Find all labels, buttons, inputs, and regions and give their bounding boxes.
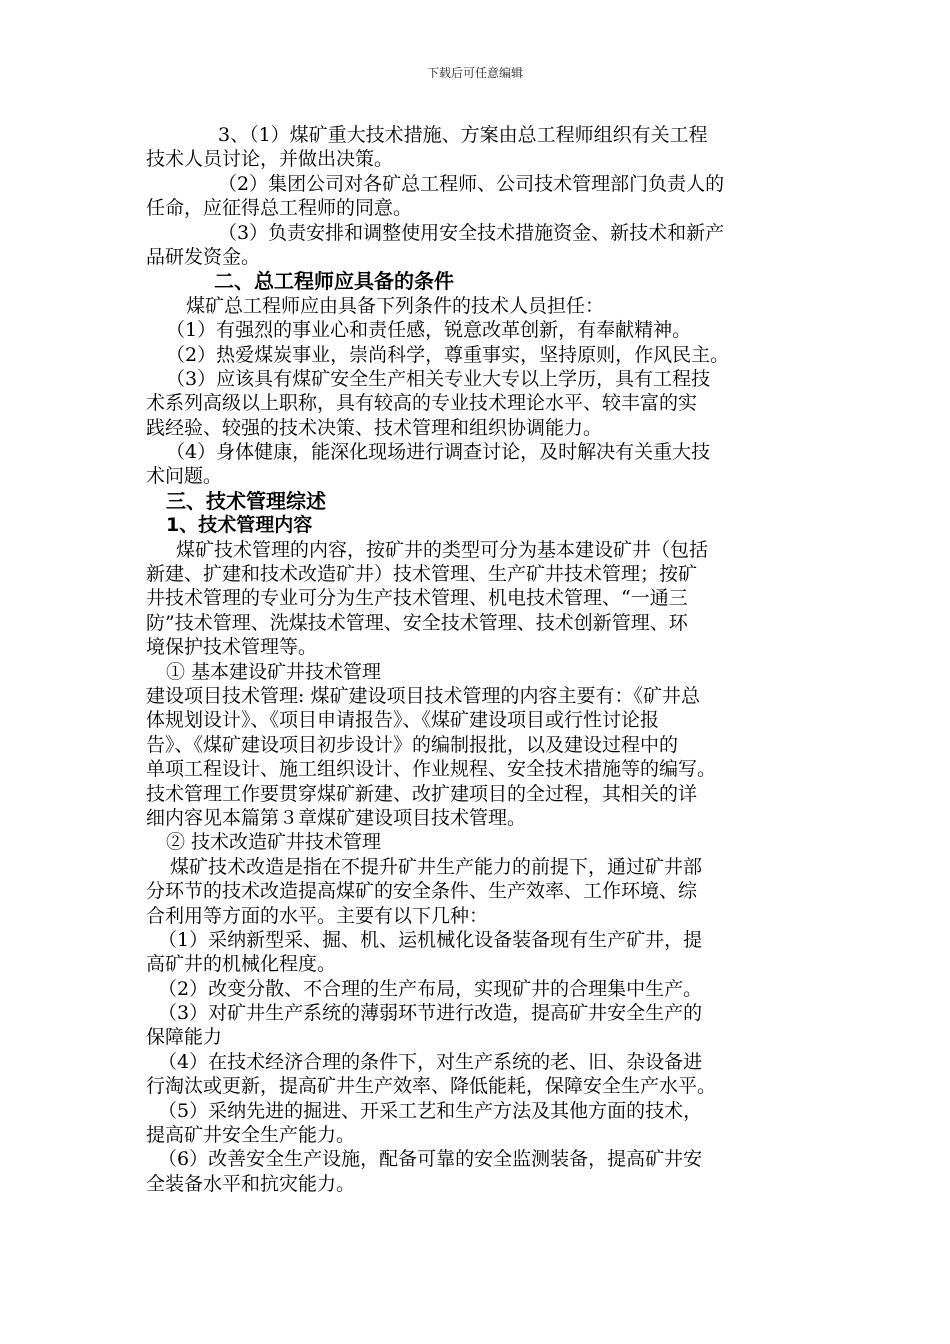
text-line: （6）改善安全生产设施，配备可靠的安全监测装备，提高矿井安: [158, 1148, 703, 1171]
text-line: （3）负责安排和调整使用安全技术措施资金、新技术和新产: [218, 221, 725, 244]
text-line: 技术管理工作要贯穿煤矿新建、改扩建项目的全过程，其相关的详: [146, 782, 698, 805]
text-line: 煤矿技术管理的内容，按矿井的类型可分为基本建设矿井（包括: [176, 538, 709, 561]
text-line: ① 基本建设矿井技术管理: [166, 660, 382, 683]
text-line: （4）身体健康，能深化现场进行调查讨论，及时解决有关重大技: [166, 441, 711, 464]
text-line: 3、（1）煤矿重大技术措施、方案由总工程师组织有关工程: [218, 124, 708, 146]
text-line: （2）集团公司对各矿总工程师、公司技术管理部门负责人的: [218, 172, 725, 195]
text-line: 井技术管理的专业可分为生产技术管理、机电技术管理、“一通三: [146, 587, 688, 610]
text-line: 境保护技术管理等。: [146, 636, 318, 659]
text-line: 全装备水平和抗灾能力。: [146, 1172, 356, 1195]
text-line: 术系列高级以上职称，具有较高的专业技术理论水平、较丰富的实: [146, 392, 698, 415]
text-line: 保障能力: [146, 1026, 223, 1049]
text-line: 体规划设计》、《项目申请报告》、《煤矿建设项目或行性讨论报: [146, 709, 660, 732]
text-line: （5）采纳先进的掘进、开采工艺和生产方法及其他方面的技术，: [158, 1099, 703, 1122]
text-line: 践经验、较强的技术决策、技术管理和组织协调能力。: [146, 416, 603, 439]
text-line: 细内容见本篇第３章煤矿建设项目技术管理。: [146, 806, 527, 829]
text-line: 告》、《煤矿建设项目初步设计》的编制报批，以及建设过程中的: [146, 733, 679, 756]
text-line: 技术人员讨论，并做出决策。: [146, 148, 394, 171]
text-line: （3）对矿井生产系统的薄弱环节进行改造，提高矿井安全生产的: [158, 1002, 703, 1025]
text-line: 提高矿井安全生产能力。: [146, 1124, 356, 1147]
text-line: （2）热爱煤炭事业，崇尚科学，尊重事实，坚持原则，作风民主。: [166, 343, 730, 366]
text-line: 合利用等方面的水平。主要有以下几种：: [146, 904, 489, 927]
text-line: 行淘汰或更新，提高矿井生产效率、降低能耗，保障安全生产水平。: [146, 1075, 717, 1098]
section-heading: 二、总工程师应具备的条件: [214, 269, 454, 294]
text-line: （1）有强烈的事业心和责任感，锐意改革创新，有奉献精神。: [166, 319, 692, 342]
text-line: ② 技术改造矿井技术管理: [166, 831, 382, 854]
text-line: 单项工程设计、施工组织设计、作业规程、安全技术措施等的编写。: [146, 758, 717, 781]
document-body: [146, 123, 812, 1196]
text-line: 品研发资金。: [146, 245, 261, 268]
text-line: 高矿井的机械化程度。: [146, 953, 337, 976]
text-line: 煤矿总工程师应由具备下列条件的技术人员担任：: [186, 294, 605, 317]
text-line: 分环节的技术改造提高煤矿的安全条件、生产效率、工作环境、综: [146, 880, 698, 903]
text-line: 任命，应征得总工程师的同意。: [146, 197, 413, 220]
text-line: （1）采纳新型采、掘、机、运机械化设备装备现有生产矿井，提: [158, 928, 703, 951]
text-line: 煤矿技术改造是指在不提升矿井生产能力的前提下，通过矿井部: [170, 855, 703, 878]
text-line: 新建、扩建和技术改造矿井）技术管理、生产矿井技术管理；按矿: [146, 563, 698, 586]
text-line: 防”技术管理、洗煤技术管理、安全技术管理、技术创新管理、环: [146, 611, 688, 634]
text-line: 术问题。: [146, 465, 223, 488]
text-line: （3）应该具有煤矿安全生产相关专业大专以上学历，具有工程技: [166, 367, 711, 390]
text-line: （4）在技术经济合理的条件下，对生产系统的老、旧、杂设备进: [158, 1050, 703, 1073]
text-line: （2）改变分散、不合理的生产布局，实现矿井的合理集中生产。: [158, 977, 703, 1000]
section-heading: 三、技术管理综述: [166, 488, 326, 513]
section-heading: 1、技术管理内容: [166, 514, 313, 537]
text-line: 建设项目技术管理: 煤矿建设项目技术管理的内容主要有：《矿井总: [146, 684, 700, 707]
page-header: 下载后可任意编辑: [426, 66, 523, 80]
